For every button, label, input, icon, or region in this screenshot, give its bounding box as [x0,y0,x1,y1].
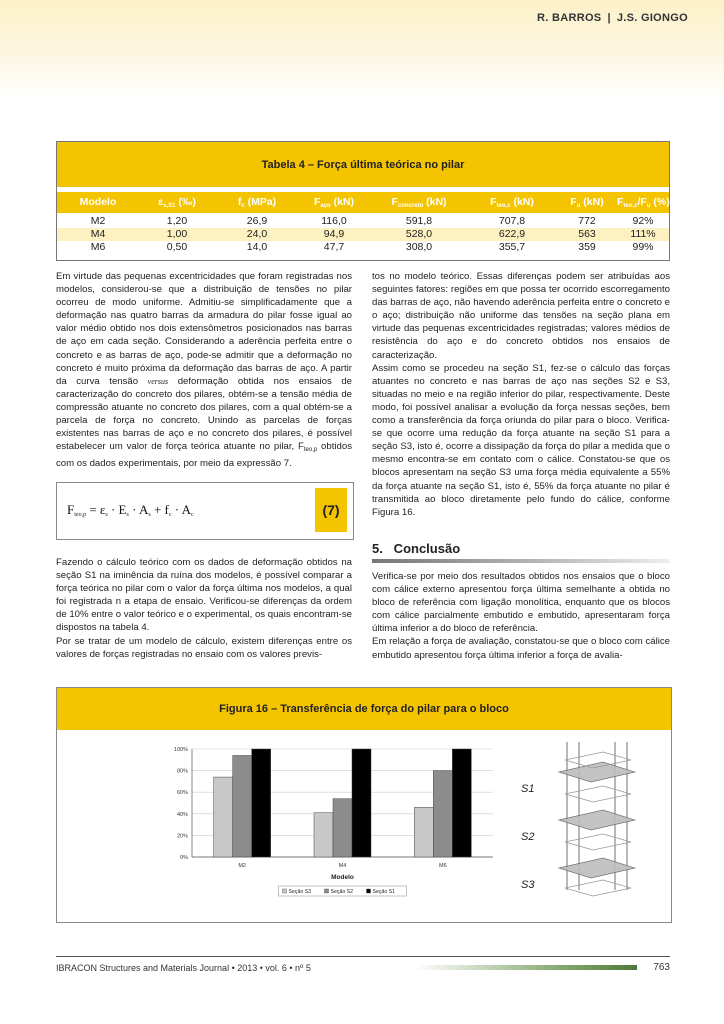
page-number: 763 [653,962,670,973]
left-column [56,270,352,470]
versus-word: versus [147,376,169,386]
x-tick-label: M4 [338,863,347,869]
table-cell: 14,0 [246,241,268,253]
footer-accent-bar [415,965,637,970]
eq-part: F [67,502,75,517]
table-cell: 92% [632,215,654,227]
section-title: 5. Conclusão [372,541,461,556]
y-tick-label: 80% [176,768,188,775]
table-cell: M4 [90,228,106,240]
section-heading [372,541,670,567]
paragraph: Por se tratar de um modelo de cálculo, existem diferenças entre os valores de forças registradas no ensaio com os valores previs- [56,635,352,660]
figure-16 [56,687,672,923]
author-1: R. BARROS [537,12,602,24]
table-cell: 94,9 [323,228,345,240]
eq-sub: s [148,512,151,518]
table-header-cell: $F_{concreto}$ (kN) [391,196,447,209]
y-tick-label: 0% [180,855,188,861]
eq-part: + f [150,502,169,517]
y-tick-label: 60% [176,790,188,797]
eq-part: · A [171,502,192,517]
y-tick-label: 100% [173,747,188,753]
text-run: deformação obtida nos ensaios de caracterização do concreto dos pilares, obtém-se a tensão média de compressão atuante no concreto dos pilares, com a qual obtém-se a parcela de força no concreto. Unindo as parcelas de forças existentes nas barras de aço e no concreto dos pilares, é possível estabelecer um valor de força teórica atuante no pilar, F [56,375,352,453]
section-plane [559,810,635,830]
equation-box [56,482,354,540]
stirrup [565,834,631,850]
table-cell: 355,7 [498,241,526,253]
paragraph: Fazendo o cálculo teórico com os dados de deformação obtidos na seção S1 na iminência da ruína dos modelos, é possível comparar a força teórica no pilar com o valor da força última nos modelos, a qual foi registrada n a etapa de ensaio. Verificou-se diferenças da ordem de 10% entre o valor teórico e o experimental, os quais encontram-se dispostos na tabela 4. [56,557,352,634]
eq-sub: c [191,512,194,518]
section-label: S3 [521,879,535,891]
table-cell: 707,8 [498,215,526,227]
table-cell: 24,0 [246,228,268,240]
section-plane [559,762,635,782]
legend-label: Seção S2 [330,889,353,895]
figure-title: Figura 16 – Transferência de força do pilar para o bloco [57,688,671,730]
paragraph: Assim como se procedeu na seção S1, fez-se o cálculo das forças atuantes no concreto e nas barras de aço nas seções S2 e S3, situadas no meio e na região inferior do pilar, respectivamente. Deste modo, foi possível analisar a evolução da força nessas seções, bem como a transferência da força oriunda do pilar para o bloco. Verifica-se que ocorre uma redução da força atuante na seção S1 para a seção S3, isto é, ocorre a dissipação da força do pilar a medida que o mesmo encontra-se em contato com o cálice. Constatou-se que os blocos apresentam na seção S3 uma força média equivalente a 55% da força atuante na seção S1, isto é, 55% da força atuante no pilar é transmitida ao bloco diretamente pelo fundo do cálice, conforme Figura 16. [372,362,670,518]
table-header-cell: $F_{teo,c}/F_u$ (%) [617,196,670,209]
table-cell: 116,0 [321,215,347,227]
table-header-cell: Modelo [79,196,117,208]
author-2: J.S. GIONGO [616,12,688,24]
table-cell: M2 [90,215,106,227]
bar [214,777,233,857]
table-cell: 0,50 [166,241,188,253]
legend-swatch [325,889,329,893]
table-cell: 111% [630,228,656,240]
table-header-cell: $F_{teo,c}$ (kN) [490,196,534,209]
table-cell: 591,8 [405,215,433,227]
eq-sub: teo,p [74,512,87,518]
table-header-cell: $F_u$ (kN) [570,196,604,209]
x-tick-label: M6 [439,863,447,869]
paragraph: Em relação a força de avaliação, constatou-se que o bloco com cálice embutido apresentou força última inferior a força de avalia- [372,636,670,661]
equation-number: (7) [315,488,347,532]
table-cell: 1,20 [166,215,188,227]
table-title: Tabela 4 – Força última teórica no pilar [57,142,669,187]
y-tick-label: 20% [176,833,188,840]
x-axis-label: Modelo [331,874,354,881]
legend-swatch [367,889,371,893]
bar [414,807,433,857]
right-column [372,270,670,519]
table-4 [56,141,670,261]
bar [314,813,333,857]
text-run: obtidos com os dados experimentais, por meio da expressão 7. [56,441,352,470]
legend-swatch [283,889,287,893]
eq-sub: s [126,512,129,518]
table-cell: 99% [632,241,654,253]
table-header-cell: $\varepsilon_{s,S1}$ (‰) [158,196,196,209]
journal-name: IBRACON Structures and Materials Journal • 2013 • vol. 6 • nº 5 [56,963,311,973]
table-cell: 26,9 [246,215,268,227]
eq-sub: s [105,512,108,518]
table-cell: 622,9 [498,228,526,240]
text-run: Em virtude das pequenas excentricidades que foram registradas nos modelos, considerou-se que a distribuição de tensões no pilar ocorreu de modo uniforme. Admitiu-se simplificadamente que a deformação nas quatro barras da armadura do pilar fosse igual ao valor médio obtido nos dois extensômetros posicionados nas barras de aço em cada seção. Considerando a aderência perfeita entre o concreto e as barras de aço, pode-se admitir que a deformação no concreto é muito próxima da deformação das barras de aço. A partir da curva tensão [56,271,352,387]
running-header [537,12,688,24]
table-row [57,241,669,254]
table-row [57,228,669,241]
bar [352,749,371,857]
bar [252,749,271,857]
table-header-row [57,192,669,213]
table-cell: 359 [578,241,596,253]
stirrup [565,786,631,802]
table-cell: 47,7 [323,241,345,253]
eq-part: · A [128,502,149,517]
eq-part: = ε [86,502,106,517]
left-column-lower [56,556,352,661]
equation-7 [67,502,194,518]
subscript: teo,p [303,447,318,454]
paragraph: Verifica-se por meio dos resultados obtidos nos ensaios que o bloco com cálice externo apresentou força última semelhante a obtida no bloco de referência com ligação monolítica, enquanto que os blocos com cálice parcialmente embutido e embutido, apresentaram força última inferior a do bloco de referência. [372,571,670,635]
bar [433,771,452,857]
table-header-cell: $f_c$ (MPa) [237,196,277,209]
eq-sub: c [168,512,172,518]
section-plane [559,858,635,878]
header-separator: | [607,12,611,24]
legend-label: Seção S1 [372,889,395,895]
table-cell: 308,0 [405,241,433,253]
table-cell: 772 [578,215,596,227]
stirrup [565,880,631,896]
legend-label: Seção S3 [288,889,311,895]
section-underline [372,559,670,563]
y-tick-label: 40% [176,811,188,818]
bar [452,749,471,857]
table-cell: 528,0 [405,228,433,240]
table-cell: 1,00 [166,228,188,240]
footer-rule [56,956,670,957]
eq-part: · E [107,502,127,517]
x-tick-label: M2 [238,863,246,869]
pillar-sections-illustration [519,740,639,900]
paragraph [56,270,352,470]
table-cell: 563 [578,228,596,240]
paragraph: tos no modelo teórico. Essas diferenças podem ser atribuídas aos seguintes fatores: regiões em que possa ter ocorrido escorregamento das barras de aço, não havendo aderência perfeita entre o concreto e o aço; distribuição não uniforme das tensões na seção plana em virtude das pequenas excentricidades registradas; valores médios de resistência do aço e do concreto obtidos nos ensaios de caracterização. [372,271,670,361]
section-label: S1 [521,783,535,795]
right-column-lower [372,570,670,662]
section-label: S2 [521,831,535,843]
table-cell: M6 [90,241,106,253]
bar [333,799,352,857]
table-header-cell: $F_{aço}$ (kN) [313,196,355,209]
bar [233,755,252,857]
table-row [57,215,669,228]
